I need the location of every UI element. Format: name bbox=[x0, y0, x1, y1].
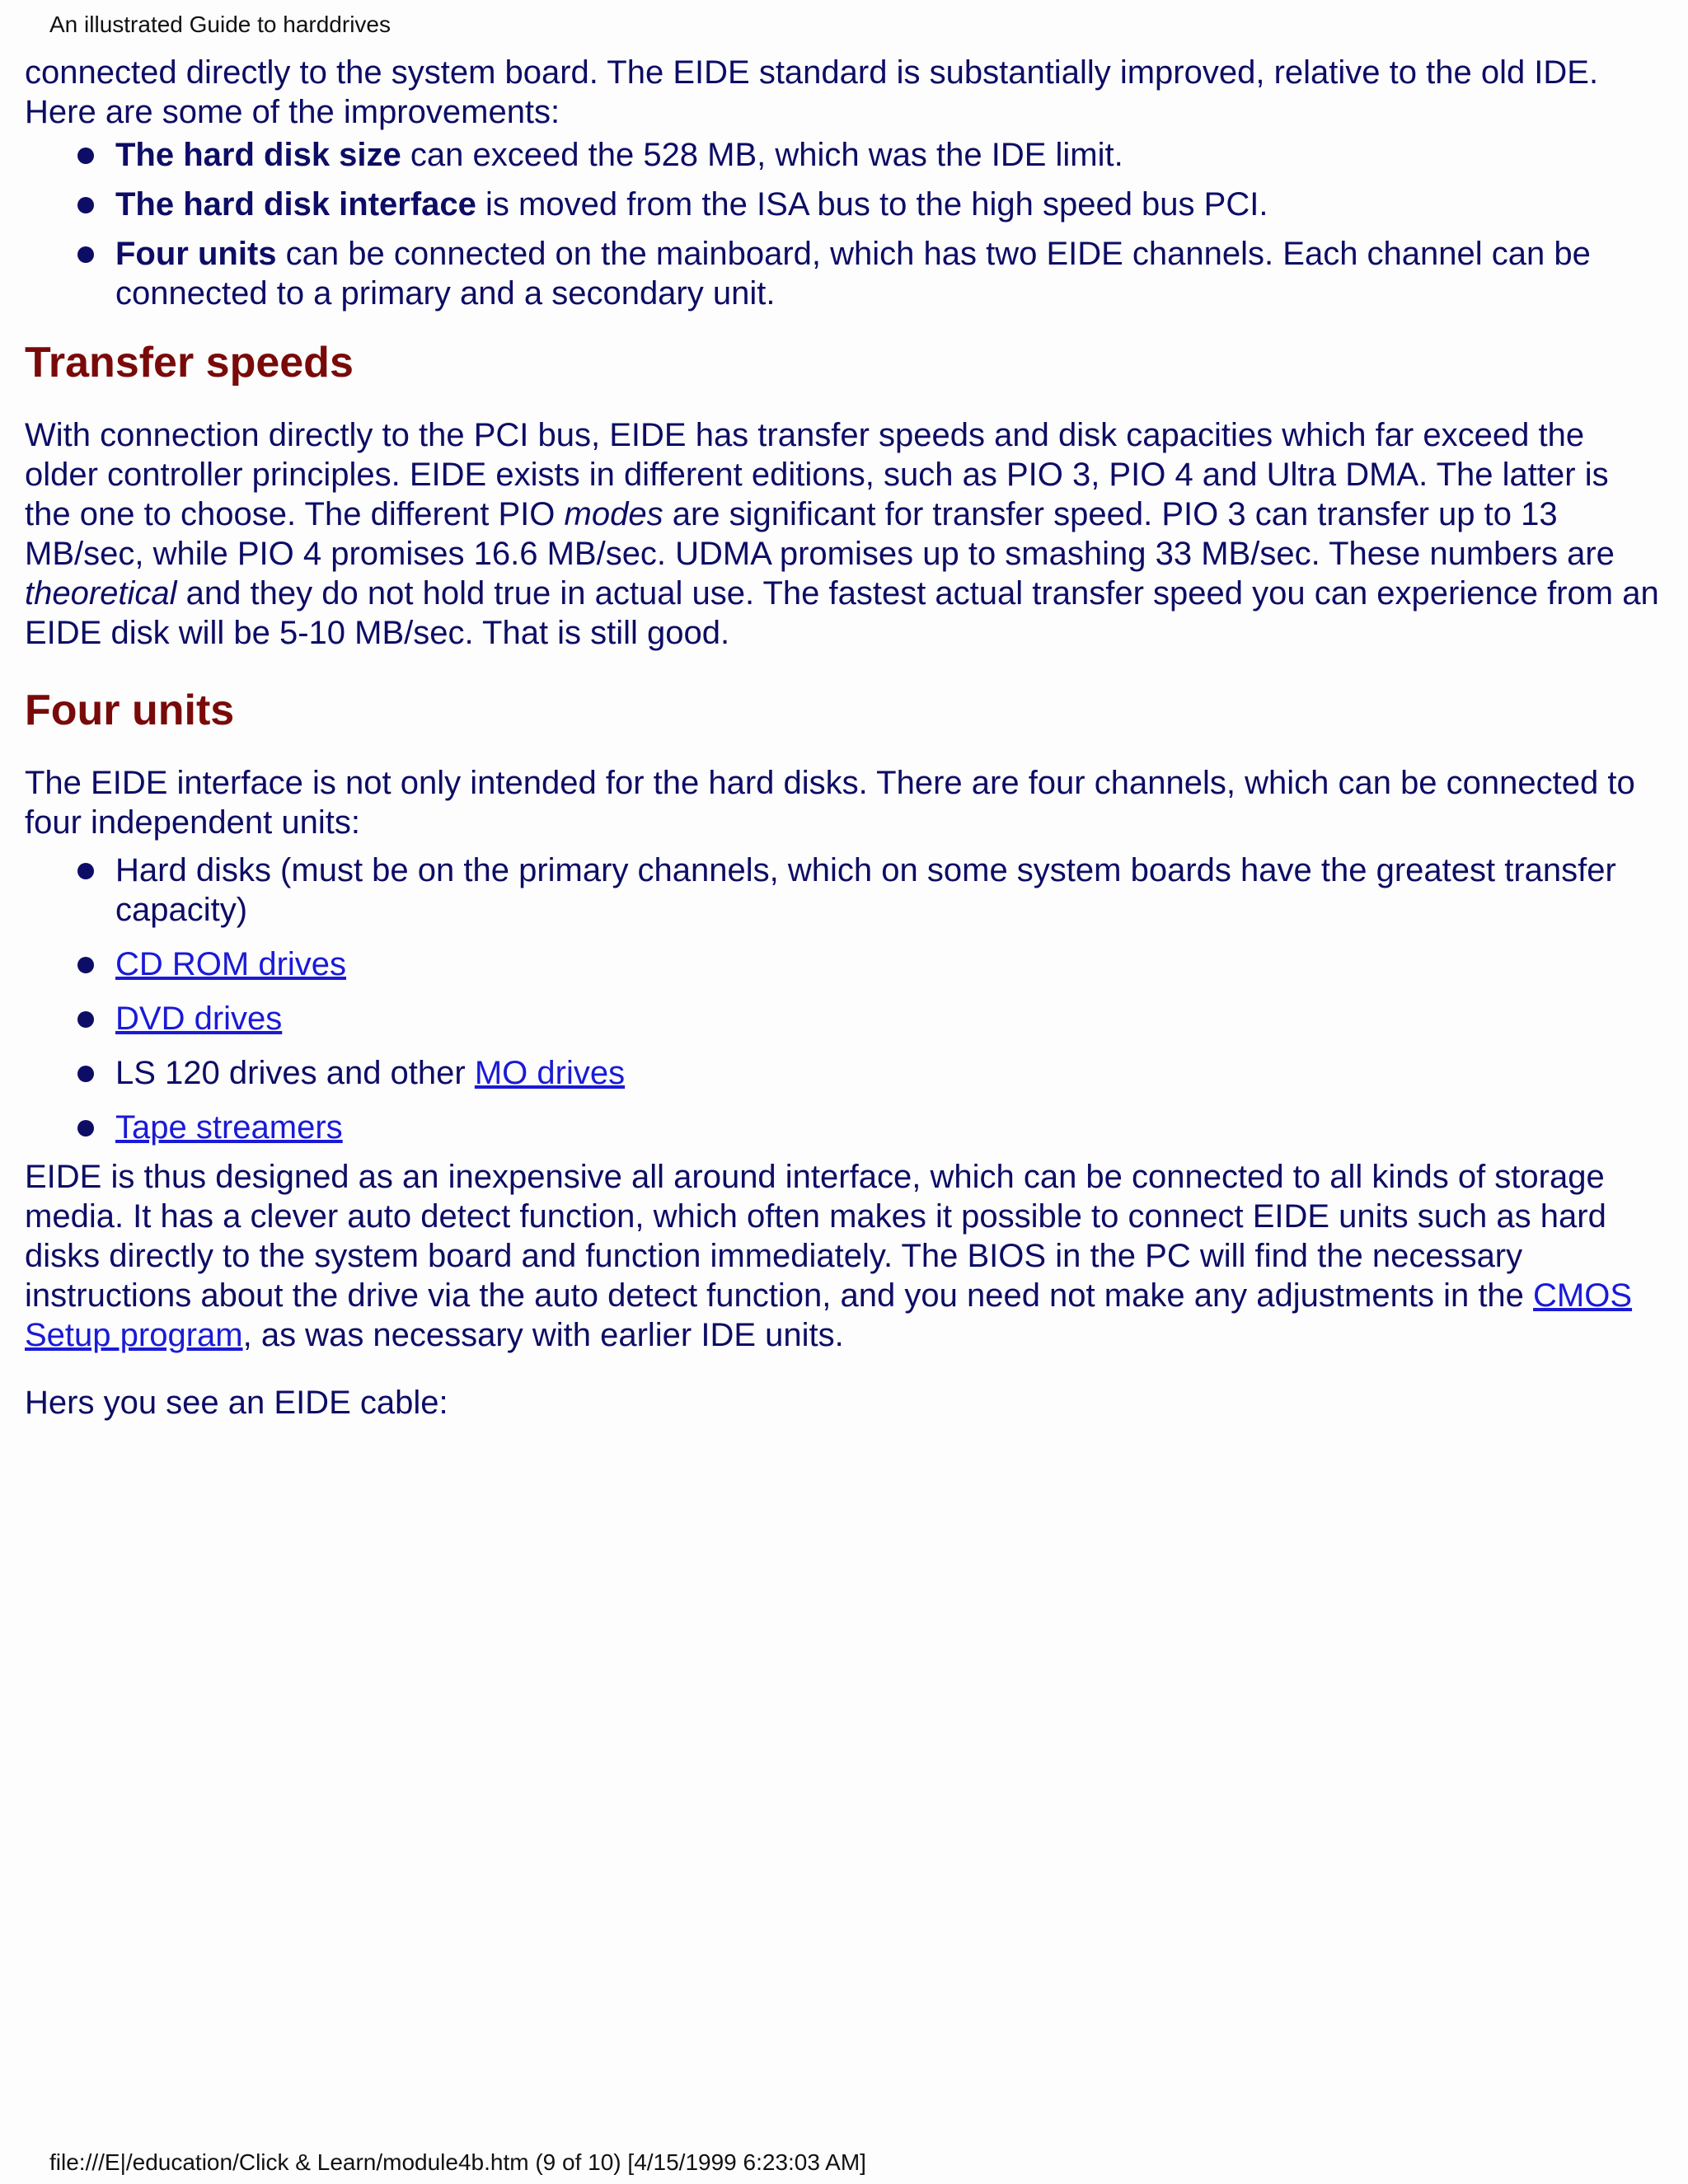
text-span: With connection directly to the PCI bus, EIDE has transfer speeds and disk capacities which far exceed the older controller principles. EIDE exists in different editions, such as PIO 3, PIO 4 and Ultra DMA. The latter is the one to choose. The different PIO bbox=[25, 417, 1609, 532]
item-text: can exceed the 528 MB, which was the IDE limit. bbox=[401, 137, 1123, 173]
item-text: is moved from the ISA bus to the high speed bus PCI. bbox=[476, 186, 1268, 223]
bullet-icon bbox=[77, 246, 94, 263]
page-content bbox=[25, 53, 1661, 1422]
list-item bbox=[25, 135, 1661, 175]
list-item bbox=[25, 185, 1661, 224]
transfer-paragraph bbox=[25, 415, 1661, 653]
intro-paragraph: connected directly to the system board. The EIDE standard is substantially improved, relative to the old IDE. Here are some of the improvements: bbox=[25, 54, 1599, 130]
list-item bbox=[25, 999, 1661, 1038]
item-text: LS 120 drives and other bbox=[115, 1055, 475, 1091]
bullet-icon bbox=[77, 863, 94, 879]
bullet-icon bbox=[77, 197, 94, 213]
item-bold: Four units bbox=[115, 236, 277, 272]
list-item bbox=[25, 1053, 1661, 1093]
item-text: can be connected on the mainboard, which has two EIDE channels. Each channel can be connected to a primary and a secondary unit. bbox=[115, 236, 1591, 312]
link-mo-drives[interactable]: MO drives bbox=[474, 1055, 626, 1091]
page-footer-path: file:///E|/education/Click & Learn/module4b.htm (9 of 10) [4/15/1999 6:23:03 AM] bbox=[49, 2149, 866, 2175]
text-span: are significant for transfer speed. PIO 3 can transfer up to 13 MB/sec, while PIO 4 promises 16.6 MB/sec. UDMA promises up to smashing 33 MB/sec. These numbers are bbox=[25, 496, 1615, 572]
bullet-icon bbox=[77, 1011, 94, 1028]
text-span: EIDE is thus designed as an inexpensive all around interface, which can be connected to all kinds of storage media. It has a clever auto detect function, which often makes it possible to connect EIDE units such as hard disks directly to the system board and function immediately. The BIOS in the PC will find the necessary instructions about the drive via the auto detect function, and you need not make any adjustments in the bbox=[25, 1159, 1606, 1314]
link-cmos-setup-program[interactable]: CMOS Setup program bbox=[25, 1277, 1633, 1353]
bullet-icon bbox=[77, 1066, 94, 1082]
text-span: , as was necessary with earlier IDE units. bbox=[242, 1317, 844, 1353]
list-item bbox=[25, 851, 1661, 930]
bullet-icon bbox=[77, 148, 94, 164]
item-text: Hard disks (must be on the primary channels, which on some system boards have the greatest transfer capacity) bbox=[115, 852, 1616, 928]
item-bold: The hard disk size bbox=[115, 137, 401, 173]
link-tape-streamers[interactable]: Tape streamers bbox=[115, 1109, 343, 1146]
units-list bbox=[25, 851, 1661, 1147]
italic-modes: modes bbox=[564, 496, 663, 532]
cable-caption: Hers you see an EIDE cable: bbox=[25, 1385, 448, 1421]
list-item bbox=[25, 1108, 1661, 1147]
item-bold: The hard disk interface bbox=[115, 186, 476, 223]
heading-four-units: Four units bbox=[25, 687, 235, 734]
bullet-icon bbox=[77, 957, 94, 973]
list-item bbox=[25, 944, 1661, 984]
list-item bbox=[25, 234, 1661, 313]
text-span: and they do not hold true in actual use. The fastest actual transfer speed you can experience from an EIDE disk will be 5-10 MB/sec. That is still good. bbox=[25, 575, 1659, 651]
heading-transfer-speeds: Transfer speeds bbox=[25, 339, 354, 387]
bullet-icon bbox=[77, 1120, 94, 1137]
link-dvd-drives[interactable]: DVD drives bbox=[115, 1001, 283, 1037]
closing-paragraph bbox=[25, 1157, 1661, 1355]
running-header: An illustrated Guide to harddrives bbox=[49, 12, 391, 37]
four-units-paragraph: The EIDE interface is not only intended for the hard disks. There are four channels, which can be connected to four independent units: bbox=[25, 765, 1635, 841]
link-cd-rom-drives[interactable]: CD ROM drives bbox=[115, 946, 347, 982]
italic-theoretical: theoretical bbox=[25, 575, 177, 612]
improvements-list bbox=[25, 135, 1661, 313]
